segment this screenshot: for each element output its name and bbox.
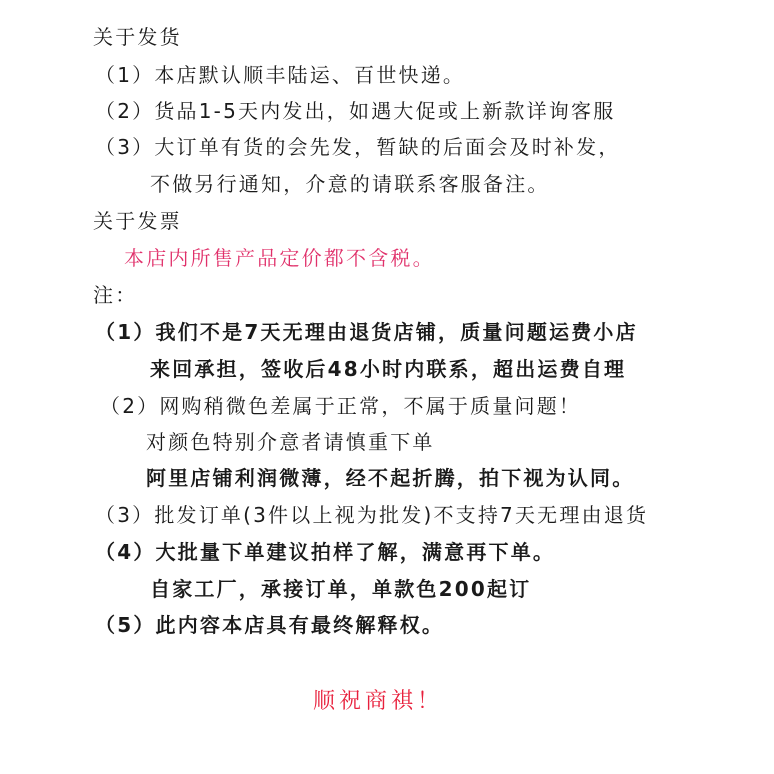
notes-heading: 注： [93, 283, 138, 307]
note-4-continued: 自家工厂，承接订单，单款色200起订 [150, 577, 532, 601]
note-3: （3）批发订单(3件以上视为批发)不支持7天无理由退货 [95, 503, 649, 527]
shipping-item-1: （1）本店默认顺丰陆运、百世快递。 [95, 63, 466, 87]
note-5: （5）此内容本店具有最终解释权。 [95, 613, 445, 637]
shipping-item-2: （2）货品1-5天内发出，如遇大促或上新款详询客服 [95, 99, 616, 123]
note-2-emphasis: 阿里店铺利润微薄，经不起折腾，拍下视为认同。 [146, 466, 635, 490]
note-2-continued: 对颜色特别介意者请慎重下单 [146, 430, 435, 454]
closing-greeting: 顺祝商祺！ [313, 689, 444, 714]
invoice-note: 本店内所售产品定价都不含税。 [124, 246, 435, 270]
shipping-item-3: （3）大订单有货的会先发，暂缺的后面会及时补发， [95, 135, 621, 159]
shipping-heading: 关于发货 [93, 25, 182, 49]
note-2: （2）网购稍微色差属于正常，不属于质量问题！ [100, 394, 582, 418]
invoice-heading: 关于发票 [93, 209, 182, 233]
shipping-item-3-continued: 不做另行通知，介意的请联系客服备注。 [150, 172, 550, 196]
note-4: （4）大批量下单建议拍样了解，满意再下单。 [95, 540, 556, 564]
note-1-continued: 来回承担，签收后48小时内联系，超出运费自理 [150, 357, 627, 381]
note-1: （1）我们不是7天无理由退货店铺，质量问题运费小店 [95, 320, 638, 344]
